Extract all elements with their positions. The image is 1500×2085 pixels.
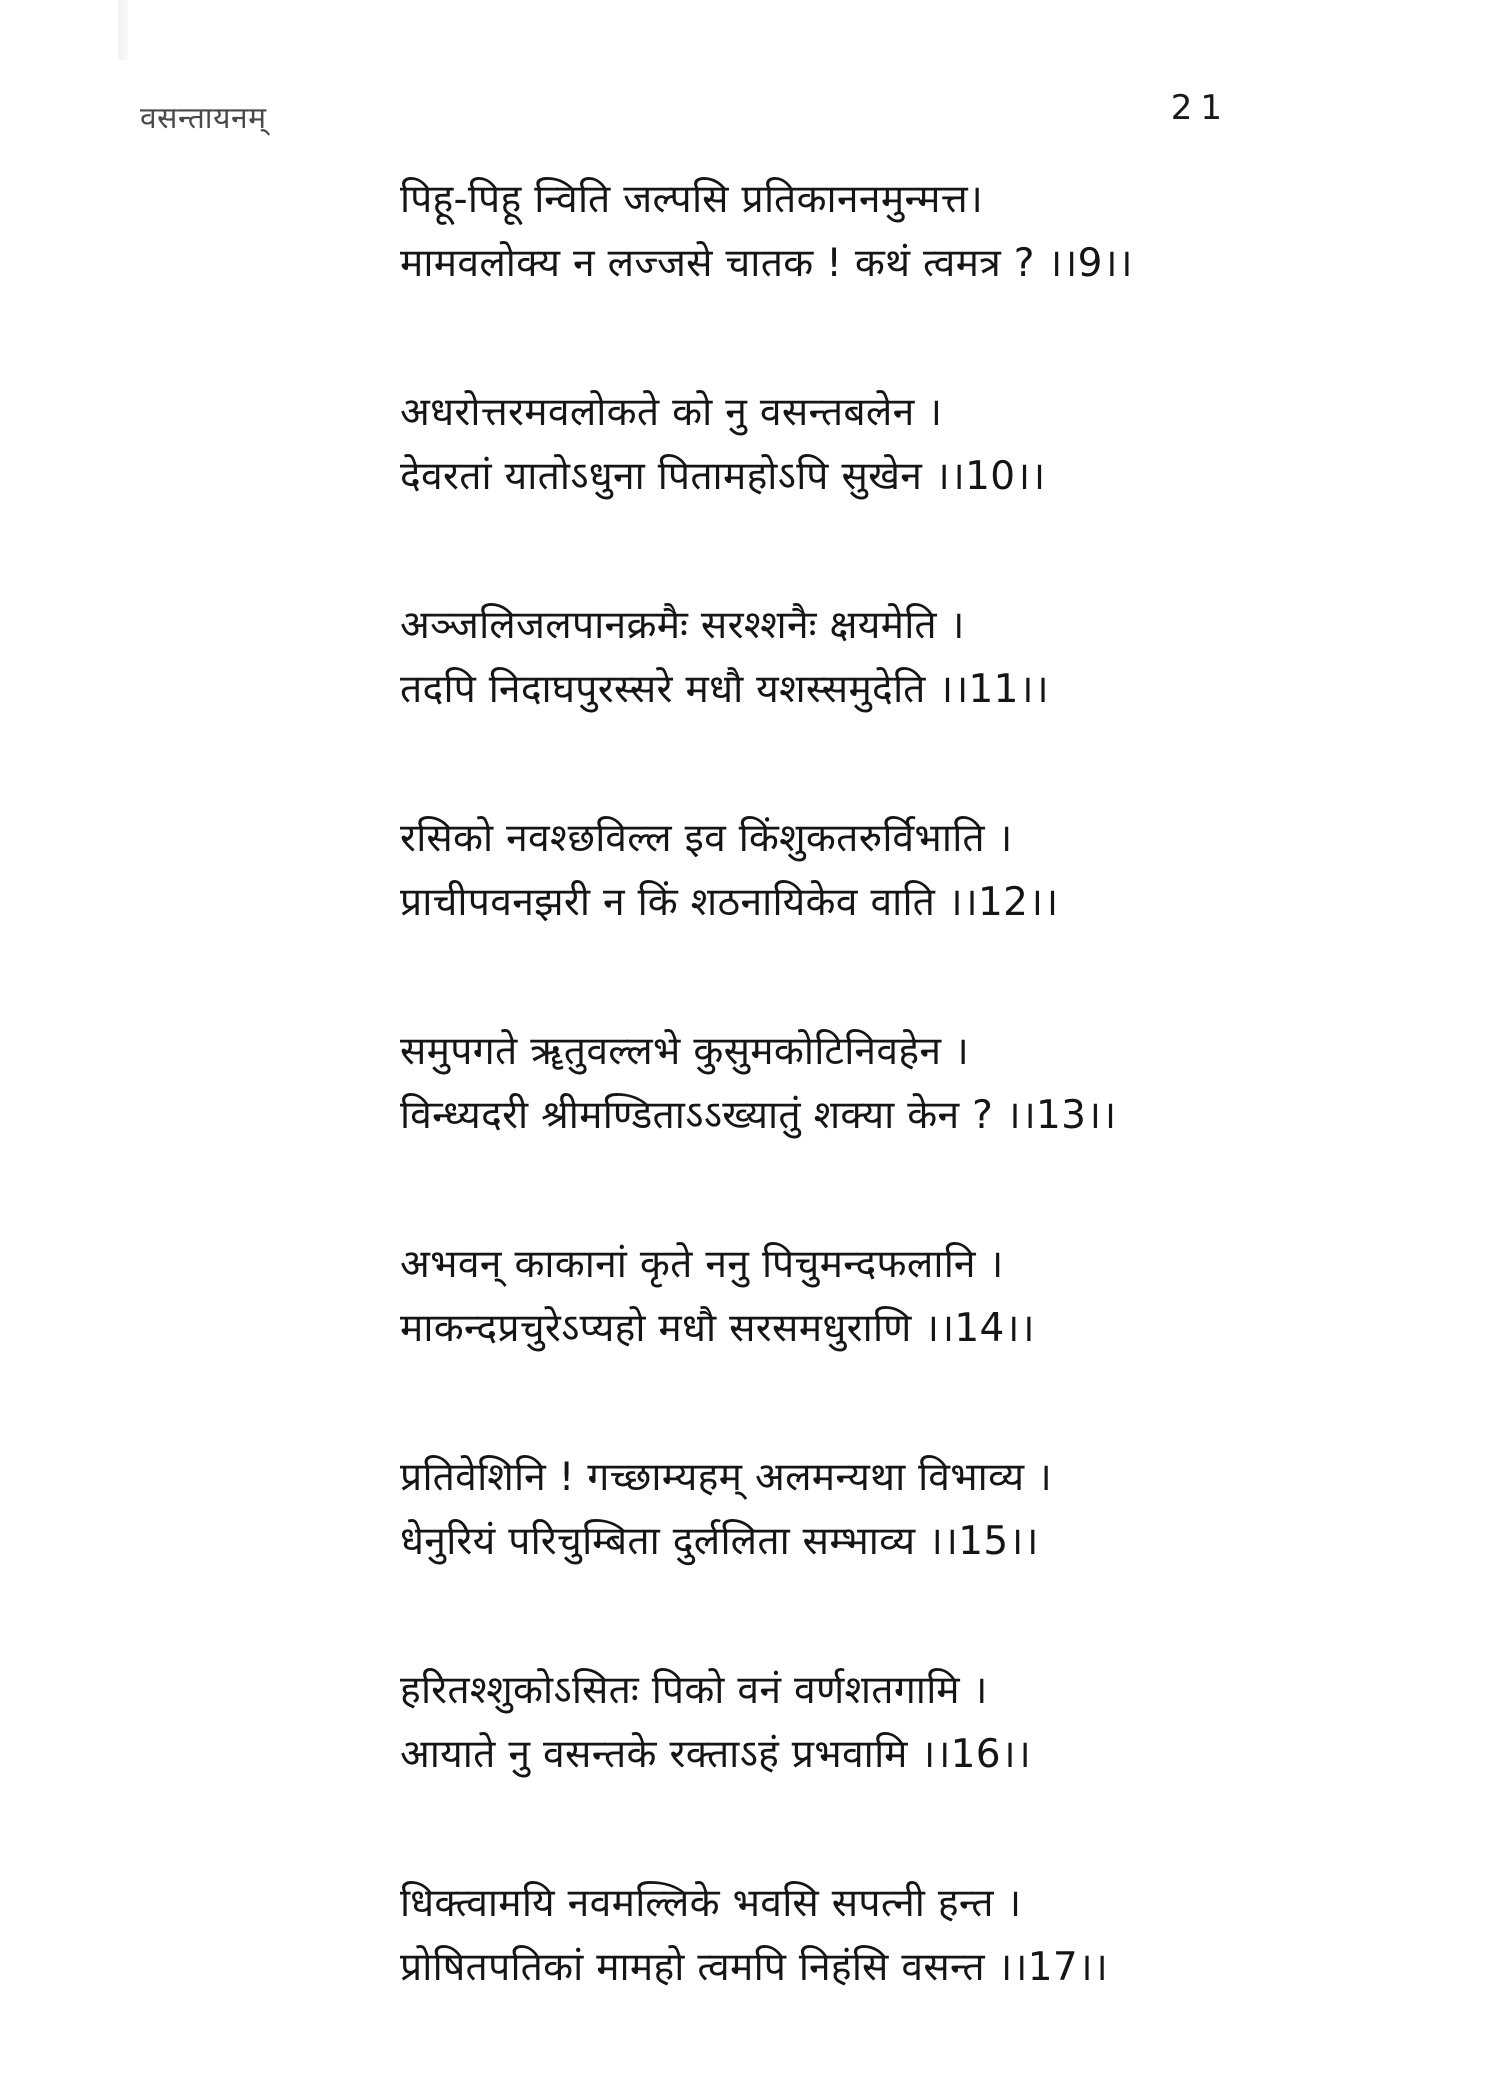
verse-line: देवरतां यातोऽधुना पितामहोऽपि सुखेन ।।10।। xyxy=(400,454,1046,499)
verse-12 xyxy=(400,807,1460,1020)
page-edge-shadow xyxy=(118,0,128,60)
verse-line: अधरोत्तरमवलोकते को नु वसन्तबलेन । xyxy=(400,390,943,435)
verse-line: मामवलोक्य न लज्जसे चातक ! कथं त्वमत्र ? ।।9।। xyxy=(400,241,1133,286)
verse-line: समुपगते ॠतुवल्लभे कुसुमकोटिनिवहेन । xyxy=(400,1029,970,1074)
verse-line: हरितश्शुकोऽसितः पिको वनं वर्णशतगामि । xyxy=(400,1668,988,1713)
verse-line: प्रतिवेशिनि ! गच्छाम्यहम् अलमन्यथा विभाव्य । xyxy=(400,1455,1053,1500)
verse-16 xyxy=(400,1659,1460,1872)
verse-9 xyxy=(400,168,1460,381)
verse-line: रसिको नवश्छविल्ल इव किंशुकतरुर्विभाति । xyxy=(400,816,1013,861)
verse-line: धेनुरियं परिचुम्बिता दुर्ललिता सम्भाव्य ।।15।। xyxy=(400,1519,1039,1564)
verse-line: माकन्दप्रचुरेऽप्यहो मधौ सरसमधुराणि ।।14।। xyxy=(400,1306,1035,1351)
verse-13 xyxy=(400,1020,1460,1233)
running-title: वसन्तायनम् xyxy=(140,101,267,136)
verse-line: धिक्त्वामयि नवमल्लिके भवसि सपत्नी हन्त । xyxy=(400,1881,1022,1926)
verse-list xyxy=(400,168,1460,2085)
verse-11 xyxy=(400,594,1460,807)
page-number: 21 xyxy=(1170,88,1230,128)
verse-line: तदपि निदाघपुरस्सरे मधौ यशस्समुदेति ।।11।। xyxy=(400,667,1049,712)
verse-line: अभवन् काकानां कृते ननु पिचुमन्दफलानि । xyxy=(400,1242,1004,1287)
verse-line: प्रोषितपतिकां मामहो त्वमपि निहंसि वसन्त ।।17।। xyxy=(400,1945,1109,1990)
verse-14 xyxy=(400,1233,1460,1446)
verse-10 xyxy=(400,381,1460,594)
verse-line: आयाते नु वसन्तके रक्ताऽहं प्रभवामि ।।16।। xyxy=(400,1732,1032,1777)
verse-line: प्राचीपवनझरी न किं शठनायिकेव वाति ।।12।। xyxy=(400,880,1059,925)
verse-line: अञ्जलिजलपानक्रमैः सरश्शनैः क्षयमेति । xyxy=(400,603,965,648)
verse-15 xyxy=(400,1446,1460,1659)
verse-line: पिहू-पिहू न्विति जल्पसि प्रतिकाननमुन्मत्त। xyxy=(400,177,984,222)
verse-line: विन्ध्यदरी श्रीमण्डिताऽऽख्यातुं शक्या केन ? ।।13।। xyxy=(400,1093,1117,1138)
verse-17 xyxy=(400,1872,1460,2085)
